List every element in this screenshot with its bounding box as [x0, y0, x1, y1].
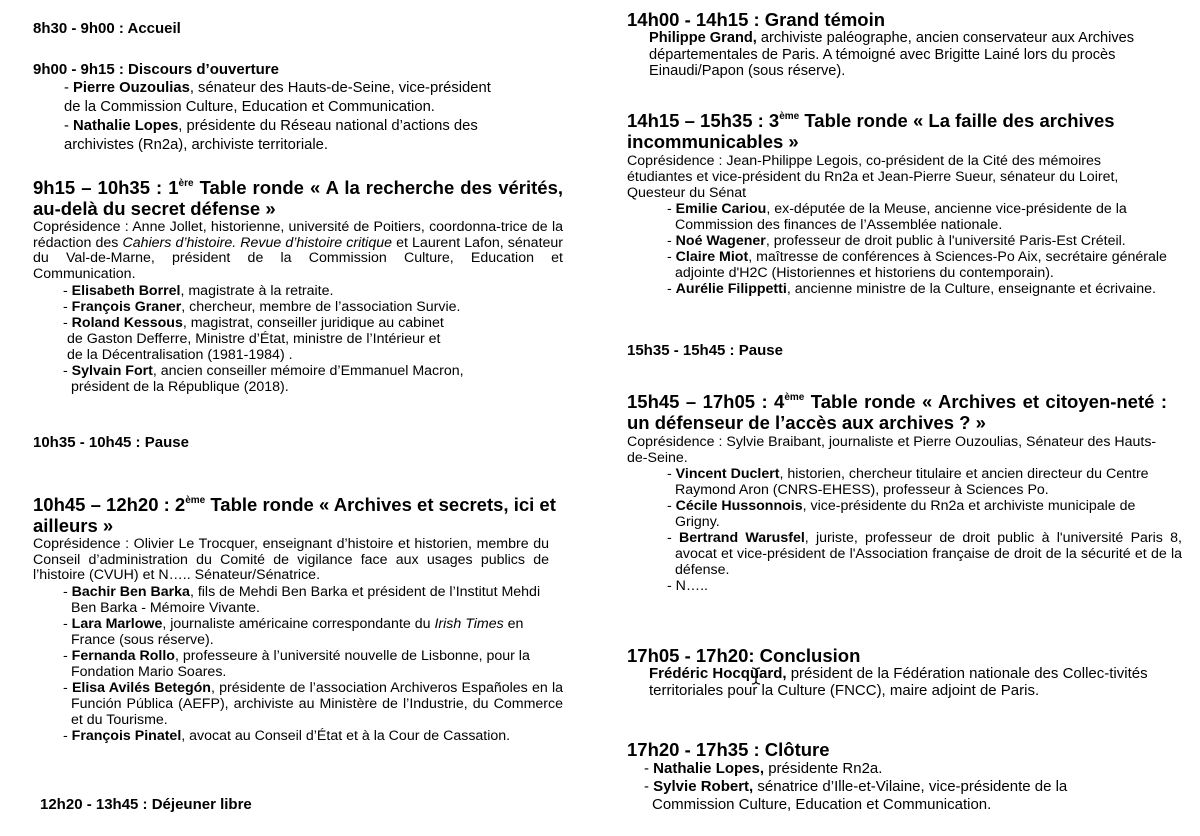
- table-ronde-4: [627, 388, 1187, 594]
- speaker-desc: , professeur de droit public à l'université Paris-Est Créteil.: [765, 233, 1126, 250]
- speaker-item: - Nathalie Lopes, présidente Rn2a.: [644, 760, 883, 777]
- speaker-item: - Noé Wagener, professeur de droit public à l'université Paris-Est Créteil.: [667, 233, 1126, 250]
- speaker-item: - Lara Marlowe, journaliste américaine correspondante du Irish Times en France (sous réserve).: [63, 615, 524, 648]
- copresidence: Coprésidence : Olivier Le Trocquer, enseignant d’histoire et historien, membre du Conseil d’administration du Comité de vigilance face aux usages publics de l’histoire (CVUH) et N….. Sénateur/Sénatrice.: [33, 536, 549, 584]
- speaker-desc-line: Commission Culture, Education et Communication.: [652, 796, 992, 813]
- speaker-name: Elisa Avilés Betegón: [71, 679, 211, 696]
- speaker-name: Bertrand Warusfel: [679, 530, 805, 547]
- speaker-desc: , chercheur, membre de l’association Survie.: [181, 299, 461, 316]
- session-title: Table ronde « Archives et citoyen-neté : un défenseur de l’accès aux archives ? »: [627, 391, 1167, 434]
- ordinal-sup: ère: [178, 178, 194, 189]
- dejeuner: 12h20 - 13h45 : Déjeuner libre: [40, 796, 252, 813]
- table-ronde-3: [627, 107, 1187, 297]
- speaker-desc-line: de Gaston Defferre, Ministre d’État, ministre de l’Intérieur et: [67, 331, 441, 348]
- speaker-item: - Bertrand Warusfel, juriste, professeur de droit public à l'université Paris 8, avocat et vice-président de l'Association française de droit de la sécurité et de la défense.: [667, 530, 1182, 579]
- session-time: 14h15 – 15h35 : 3: [627, 110, 780, 132]
- session-title: Table ronde « Archives et secrets, ici et ailleurs »: [33, 494, 556, 537]
- speaker-desc: , présidente de l’association Archiveros Españoles en la Función Pública (AEFP), archiviste au Ministère de l’Industrie, du Commerce et du Tourisme.: [71, 679, 563, 728]
- speaker-name: Emilie Cariou: [675, 201, 767, 218]
- copresidence: [33, 220, 563, 282]
- speaker-name: Lara Marlowe: [71, 615, 163, 632]
- table-ronde-2: [33, 491, 563, 744]
- table-ronde-1: [33, 174, 563, 395]
- grand-temoin: [627, 9, 1187, 80]
- speaker-desc-line: archivistes (Rn2a), archiviste territoriale.: [64, 137, 328, 153]
- session-title: Table ronde « La faille des archives incommunicables »: [627, 110, 1115, 153]
- speaker-name: Noé Wagener: [675, 233, 766, 250]
- speaker-name: Roland Kessous: [71, 315, 183, 332]
- ordinal-sup: ème: [185, 495, 206, 506]
- speaker-desc-line: président de la République (2018).: [71, 379, 289, 396]
- speaker-list: [33, 584, 563, 744]
- speaker-desc: , maîtresse de conférences à Sciences-Po Aix, secrétaire générale adjointe d'H2C (Historiennes et historiens du contemporain).: [675, 249, 1167, 282]
- speaker-name: Aurélie Filippetti: [675, 281, 787, 298]
- copresidence: Coprésidence : Jean-Philippe Legois, co-président de la Cité des mémoires étudiantes et vice-président du Rn2a et Jean-Pierre Sueur, sénateur du Loiret, Questeur du Sénat: [627, 153, 1119, 202]
- session-ouverture-time: 9h00 - 9h15 : Discours d’ouverture: [33, 61, 279, 78]
- speaker-item: - François Graner, chercheur, membre de l’association Survie.: [63, 299, 461, 316]
- copresidence-text: Coprésidence : Anne Jollet, historienne, université de Poitiers, coordonna-trice de la rédaction des: [33, 219, 563, 251]
- speaker-desc: archiviste paléographe, ancien conservateur aux Archives départementales de Paris. A témoigné avec Brigitte Lainé lors du procès Einaudi/Papon (sous réserve).: [649, 30, 1135, 79]
- speaker-desc: en France (sous réserve).: [71, 615, 524, 648]
- speaker-list: [33, 283, 563, 395]
- journal-title: Cahiers d’histoire. Revue d’histoire critique: [122, 234, 392, 251]
- speaker-name: Bachir Ben Barka: [71, 583, 190, 600]
- speaker-item: - Elisa Avilés Betegón, présidente de l’association Archiveros Españoles en la Función Pública (AEFP), archiviste au Ministère de l’Industrie, du Commerce et du Tourisme.: [63, 679, 563, 728]
- text-cursor-icon: [751, 667, 761, 685]
- speaker-name: François Pinatel: [71, 727, 182, 744]
- speaker-desc: , professeure à l’université nouvelle de Lisbonne, pour la Fondation Mario Soares.: [71, 647, 530, 680]
- session-ouverture: [33, 61, 563, 155]
- speaker-item: - Elisabeth Borrel, magistrate à la retraite.: [63, 283, 334, 300]
- speaker-list: [627, 201, 1182, 297]
- speaker-list: [627, 760, 1187, 814]
- conclusion: [627, 645, 1187, 699]
- speaker-name: Sylvie Robert,: [653, 778, 754, 795]
- speaker-item: - Claire Miot, maîtresse de conférences à Sciences-Po Aix, secrétaire générale adjointe d'H2C (Historiennes et historiens du contemporain).: [667, 249, 1167, 282]
- pause-2: 15h35 - 15h45 : Pause: [627, 342, 783, 359]
- speaker-desc: , journaliste américaine correspondante du: [162, 615, 435, 632]
- speaker-desc: , ancien conseiller mémoire d’Emmanuel Macron,: [152, 363, 464, 380]
- speaker-name: Vincent Duclert: [675, 466, 780, 483]
- cloture: [627, 739, 1187, 814]
- speaker-desc: présidente Rn2a.: [764, 760, 883, 777]
- table-ronde-2-title: [33, 491, 558, 536]
- session-time: 9h15 – 10h35 : 1: [33, 177, 179, 199]
- speaker-list: [627, 466, 1182, 594]
- speaker-desc: , juriste, professeur de droit public à l'université Paris 8, avocat et vice-président de l'Association française de droit de la sécurité et de la défense.: [675, 530, 1182, 579]
- speaker-name: Pierre Ouzoulias: [73, 80, 190, 96]
- copresidence: Coprésidence : Sylvie Braibant, journaliste et Pierre Ouzoulias, Sénateur des Hauts-de-Seine.: [627, 434, 1157, 467]
- speaker-name: Cécile Hussonnois: [675, 498, 803, 515]
- speaker-desc: , sénateur des Hauts-de-Seine, vice-président: [189, 80, 491, 96]
- speaker-name: François Graner: [71, 299, 182, 316]
- conclusion-time: 17h05 - 17h20: Conclusion: [627, 645, 861, 666]
- speaker-item: - Nathalie Lopes, présidente du Réseau national d’actions des: [64, 118, 478, 134]
- speaker-desc: , historien, chercheur titulaire et ancien directeur du Centre Raymond Aron (CNRS-EHESS), professeur à Sciences Po.: [675, 466, 1149, 499]
- grand-temoin-time: 14h00 - 14h15 : Grand témoin: [627, 9, 886, 30]
- table-ronde-3-title: [627, 107, 1172, 152]
- cloture-time: 17h20 - 17h35 : Clôture: [627, 739, 830, 760]
- ordinal-sup: ème: [784, 392, 805, 403]
- speaker-desc: , magistrate à la retraite.: [180, 283, 334, 300]
- session-title: Table ronde « A la recherche des vérités, au-delà du secret défense »: [33, 177, 563, 220]
- speaker-name: Philippe Grand,: [649, 30, 757, 46]
- speaker-name: Elisabeth Borrel: [71, 283, 181, 300]
- speaker-name: Nathalie Lopes: [73, 118, 179, 134]
- speaker-item: - Vincent Duclert, historien, chercheur titulaire et ancien directeur du Centre Raymond Aron (CNRS-EHESS), professeur à Sciences Po.: [667, 466, 1149, 499]
- speaker-desc: , présidente du Réseau national d’actions des: [178, 118, 478, 134]
- session-time: 15h45 – 17h05 : 4: [627, 391, 785, 413]
- speaker-item: - Sylvie Robert, sénatrice d’Ille-et-Vilaine, vice-présidente de la: [644, 778, 1068, 795]
- speaker-desc: , fils de Mehdi Ben Barka et président de l’Institut Mehdi Ben Barka - Mémoire Vivante.: [71, 583, 541, 616]
- speaker-name: Frédéric Hocquard,: [649, 665, 787, 682]
- pause-1: 10h35 - 10h45 : Pause: [33, 434, 189, 451]
- session-accueil-time: 8h30 - 9h00 : Accueil: [33, 20, 181, 37]
- table-ronde-1-title: [33, 174, 563, 219]
- speaker-name: Claire Miot: [675, 249, 749, 266]
- speaker-name: Fernanda Rollo: [71, 647, 175, 664]
- speaker-desc: , ancienne ministre de la Culture, enseignante et écrivaine.: [786, 281, 1156, 298]
- speaker-name: Nathalie Lopes,: [653, 760, 765, 777]
- speaker-item: - Bachir Ben Barka, fils de Mehdi Ben Barka et président de l’Institut Mehdi Ben Barka - Mémoire Vivante.: [63, 583, 541, 616]
- ordinal-sup: ème: [779, 111, 800, 122]
- speaker-item: - Cécile Hussonnois, vice-présidente du Rn2a et archiviste municipale de Grigny.: [667, 498, 1136, 531]
- speaker-item: - Pierre Ouzoulias, sénateur des Hauts-de-Seine, vice-président: [64, 80, 491, 96]
- speaker-item: - Sylvain Fort, ancien conseiller mémoire d’Emmanuel Macron,: [63, 363, 464, 380]
- speaker-desc-line: de la Décentralisation (1981-1984) .: [67, 347, 293, 364]
- speaker-item: - Roland Kessous, magistrat, conseiller juridique au cabinet: [63, 315, 444, 332]
- speaker-item: - Fernanda Rollo, professeure à l’université nouvelle de Lisbonne, pour la Fondation Mario Soares.: [63, 647, 530, 680]
- copresidence-text: et Laurent Lafon, sénateur du Val-de-Marne, président de la Commission Culture, Education et Communication.: [33, 234, 564, 282]
- grand-temoin-desc: [627, 30, 1164, 80]
- speaker-name: Sylvain Fort: [71, 363, 153, 380]
- speaker-desc-line: de la Commission Culture, Education et Communication.: [64, 99, 435, 115]
- speaker-item: - François Pinatel, avocat au Conseil d’État et à la Cour de Cassation.: [63, 727, 511, 744]
- speaker-item-placeholder: - N…..: [667, 578, 708, 595]
- speaker-desc: , avocat au Conseil d’État et à la Cour de Cassation.: [181, 727, 511, 744]
- speaker-list: [33, 79, 563, 155]
- session-time: 10h45 – 12h20 : 2: [33, 494, 186, 516]
- conclusion-desc: [627, 666, 1179, 699]
- speaker-desc: , magistrat, conseiller juridique au cabinet: [182, 315, 444, 332]
- speaker-desc: président de la Fédération nationale des Collec-tivités territoriales pour la Culture (FNCC), maire adjoint de Paris.: [649, 665, 1148, 699]
- speaker-desc: , ex-députée de la Meuse, ancienne vice-présidente de la Commission des finances de l’Assemblée nationale.: [675, 201, 1127, 234]
- speaker-item: - Aurélie Filippetti, ancienne ministre de la Culture, enseignante et écrivaine.: [667, 281, 1156, 298]
- speaker-desc: , vice-présidente du Rn2a et archiviste municipale de Grigny.: [675, 498, 1136, 531]
- newspaper-name: Irish Times: [434, 615, 504, 632]
- speaker-item: - Emilie Cariou, ex-députée de la Meuse, ancienne vice-présidente de la Commission des finances de l’Assemblée nationale.: [667, 201, 1127, 234]
- speaker-desc: sénatrice d’Ille-et-Vilaine, vice-présidente de la: [753, 778, 1068, 795]
- table-ronde-4-title: [627, 388, 1167, 433]
